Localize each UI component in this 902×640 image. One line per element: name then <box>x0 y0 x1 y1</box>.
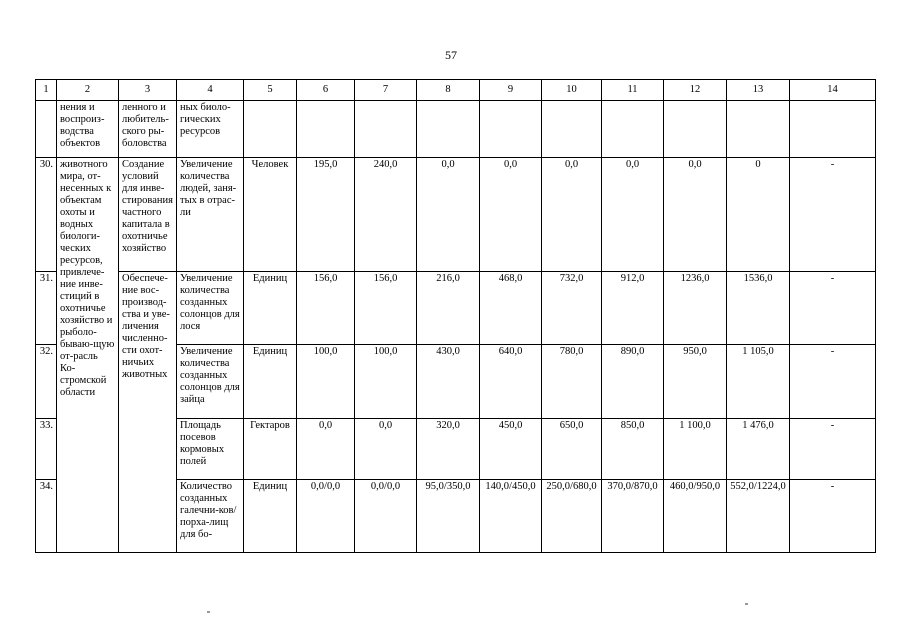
value-cell: 850,0 <box>602 419 664 480</box>
value-cell: - <box>790 158 876 272</box>
indicator-name: Количество созданных галечни-ков/порха-лищ для бо- <box>177 480 244 553</box>
table-row <box>36 158 876 272</box>
row-number: 30. <box>36 158 57 272</box>
value-cell: 732,0 <box>542 272 602 345</box>
value-cell: - <box>790 272 876 345</box>
value-cell: 320,0 <box>417 419 480 480</box>
goal-text: животного мира, от-несенных к объектам охоты и водных биологи-ческих ресурсов, привлече-ние инве-стиций в охотничье хозяйство и рыболо-бываю-щую от-расль Ко-стромской области <box>57 158 119 553</box>
carryover-text: ленного и любитель-ского ры-боловства <box>119 101 177 158</box>
value-cell: 100,0 <box>297 345 355 419</box>
header-cell: 4 <box>177 80 244 101</box>
task-text: Обеспече-ние вос-производ-ства и уве-личения численно-сти охот-ничьих животных <box>119 272 177 553</box>
value-cell: 156,0 <box>355 272 417 345</box>
value-cell: 468,0 <box>480 272 542 345</box>
value-cell: - <box>790 480 876 553</box>
value-cell: 0,0 <box>297 419 355 480</box>
header-cell: 6 <box>297 80 355 101</box>
table-row <box>36 272 876 345</box>
value-cell: 890,0 <box>602 345 664 419</box>
row-number: 33. <box>36 419 57 480</box>
continuation-row <box>36 101 876 158</box>
row-number: 34. <box>36 480 57 553</box>
header-cell: 8 <box>417 80 480 101</box>
value-cell: 780,0 <box>542 345 602 419</box>
row-number: 31. <box>36 272 57 345</box>
value-cell: 450,0 <box>480 419 542 480</box>
value-cell: 0,0 <box>602 158 664 272</box>
value-cell: 640,0 <box>480 345 542 419</box>
header-cell: 9 <box>480 80 542 101</box>
value-cell: 0 <box>727 158 790 272</box>
value-cell: 0,0/0,0 <box>355 480 417 553</box>
value-cell: - <box>790 419 876 480</box>
value-cell: 0,0 <box>664 158 727 272</box>
value-cell: 552,0/1224,0 <box>727 480 790 553</box>
value-cell: 0,0 <box>417 158 480 272</box>
header-row <box>36 80 876 101</box>
value-cell: 0,0/0,0 <box>297 480 355 553</box>
value-cell: 950,0 <box>664 345 727 419</box>
value-cell: 1 100,0 <box>664 419 727 480</box>
value-cell: 1 105,0 <box>727 345 790 419</box>
header-cell: 1 <box>36 80 57 101</box>
header-cell: 14 <box>790 80 876 101</box>
value-cell: 240,0 <box>355 158 417 272</box>
unit: Единиц <box>244 480 297 553</box>
value-cell: 1236,0 <box>664 272 727 345</box>
unit: Единиц <box>244 345 297 419</box>
task-text: Создание условий для инве-стирования частного капитала в охотничье хозяйство <box>119 158 177 272</box>
value-cell: 100,0 <box>355 345 417 419</box>
indicator-name: Увеличение количества созданных солонцов для зайца <box>177 345 244 419</box>
value-cell: 912,0 <box>602 272 664 345</box>
header-cell: 10 <box>542 80 602 101</box>
value-cell: 1 476,0 <box>727 419 790 480</box>
row-number: 32. <box>36 345 57 419</box>
value-cell: 0,0 <box>480 158 542 272</box>
header-cell: 13 <box>727 80 790 101</box>
header-cell: 12 <box>664 80 727 101</box>
carryover-text: нения и воспроиз-водства объектов <box>57 101 119 158</box>
unit: Гектаров <box>244 419 297 480</box>
value-cell: 370,0/870,0 <box>602 480 664 553</box>
indicator-name: Увеличение количества людей, заня-тых в отрас-ли <box>177 158 244 272</box>
value-cell: 1536,0 <box>727 272 790 345</box>
page-number: 57 <box>445 48 457 62</box>
value-cell: 95,0/350,0 <box>417 480 480 553</box>
carryover-text: ных биоло-гических ресурсов <box>177 101 244 158</box>
value-cell: 195,0 <box>297 158 355 272</box>
value-cell: - <box>790 345 876 419</box>
indicator-name: Площадь посевов кормовых полей <box>177 419 244 480</box>
indicator-name: Увеличение количества созданных солонцов для лося <box>177 272 244 345</box>
value-cell: 430,0 <box>417 345 480 419</box>
header-cell: 2 <box>57 80 119 101</box>
value-cell: 0,0 <box>542 158 602 272</box>
header-cell: 3 <box>119 80 177 101</box>
header-cell: 5 <box>244 80 297 101</box>
header-cell: 7 <box>355 80 417 101</box>
value-cell: 0,0 <box>355 419 417 480</box>
value-cell: 650,0 <box>542 419 602 480</box>
program-indicators-table <box>35 79 876 553</box>
header-cell: 11 <box>602 80 664 101</box>
value-cell: 250,0/680,0 <box>542 480 602 553</box>
value-cell: 216,0 <box>417 272 480 345</box>
unit: Человек <box>244 158 297 272</box>
value-cell: 156,0 <box>297 272 355 345</box>
value-cell: 140,0/450,0 <box>480 480 542 553</box>
value-cell: 460,0/950,0 <box>664 480 727 553</box>
scan-speck <box>207 611 210 613</box>
scan-speck <box>745 603 748 605</box>
unit: Единиц <box>244 272 297 345</box>
